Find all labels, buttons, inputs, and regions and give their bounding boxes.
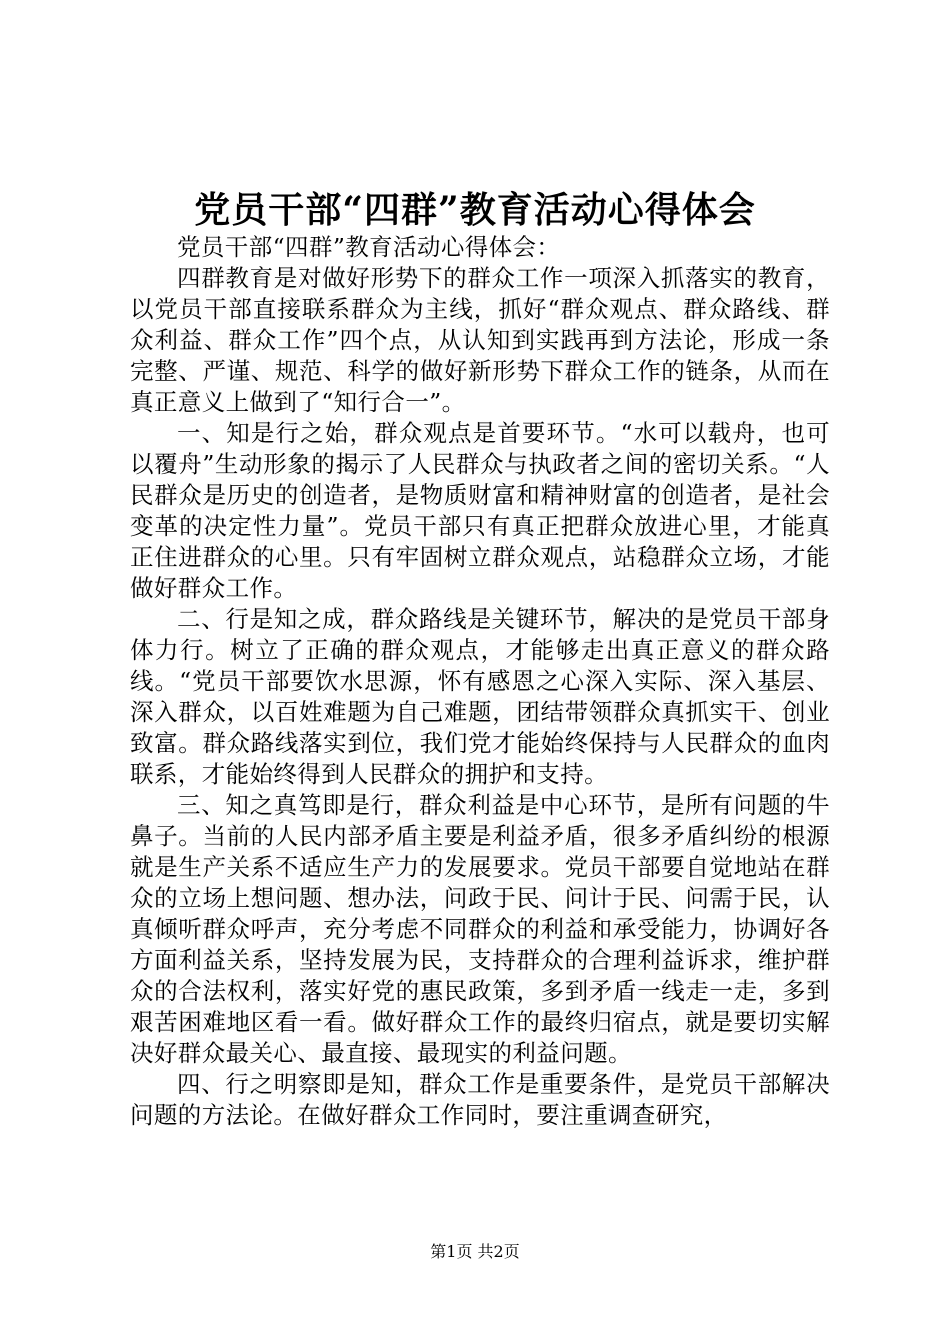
document-title: 党员干部“四群”教育活动心得体会 [194,189,756,231]
paragraph-section-3: 三、知之真笃即是行，群众利益是中心环节，是所有问题的牛鼻子。当前的人民内部矛盾主要是利益矛盾，很多矛盾纠纷的根源就是生产关系不适应生产力的发展要求。党员干部要自觉地站在群众的立场上想问题、想办法，问政于民、问计于民、问需于民，认真倾听群众呼声，充分考虑不同群众的利益和承受能力，协调好各方面利益关系，坚持发展为民，支持群众的合理利益诉求，维护群众的合法权利，落实好党的惠民政策，多到矛盾一线走一走，多到艰苦困难地区看一看。做好群众工作的最终归宿点，就是要切实解决好群众最关心、最直接、最现实的利益问题。 [130,791,830,1067]
page-number-footer: 第1页 共2页 [430,1242,520,1261]
paragraph-section-1: 一、知是行之始，群众观点是首要环节。“水可以载舟，也可以覆舟”生动形象的揭示了人民群众与执政者之间的密切关系。“人民群众是历史的创造者，是物质财富和精神财富的创造者，是社会变革的决定性力量”。党员干部只有真正把群众放进心里，才能真正住进群众的心里。只有牢固树立群众观点，站稳群众立场，才能做好群众工作。 [130,419,830,602]
paragraph-overview: 四群教育是对做好形势下的群众工作一项深入抓落实的教育，以党员干部直接联系群众为主线，抓好“群众观点、群众路线、群众利益、群众工作”四个点，从认知到实践再到方法论，形成一条完整、严谨、规范、科学的做好新形势下群众工作的链条，从而在真正意义上做到了“知行合一”。 [130,264,830,416]
paragraph-section-4: 四、行之明察即是知，群众工作是重要条件，是党员干部解决问题的方法论。在做好群众工作同时，要注重调查研究， [130,1070,830,1129]
document-body [130,232,830,1131]
paragraph-section-2: 二、行是知之成，群众路线是关键环节，解决的是党员干部身体力行。树立了正确的群众观点，才能够走出真正意义的群众路线。“党员干部要饮水思源，怀有感恩之心深入实际、深入基层、深入群众，以百姓难题为自己难题，团结带领群众真抓实干、创业致富。群众路线落实到位，我们党才能始终保持与人民群众的血肉联系，才能始终得到人民群众的拥护和支持。 [130,605,830,788]
intro-line: 党员干部“四群”教育活动心得体会： [177,233,561,261]
